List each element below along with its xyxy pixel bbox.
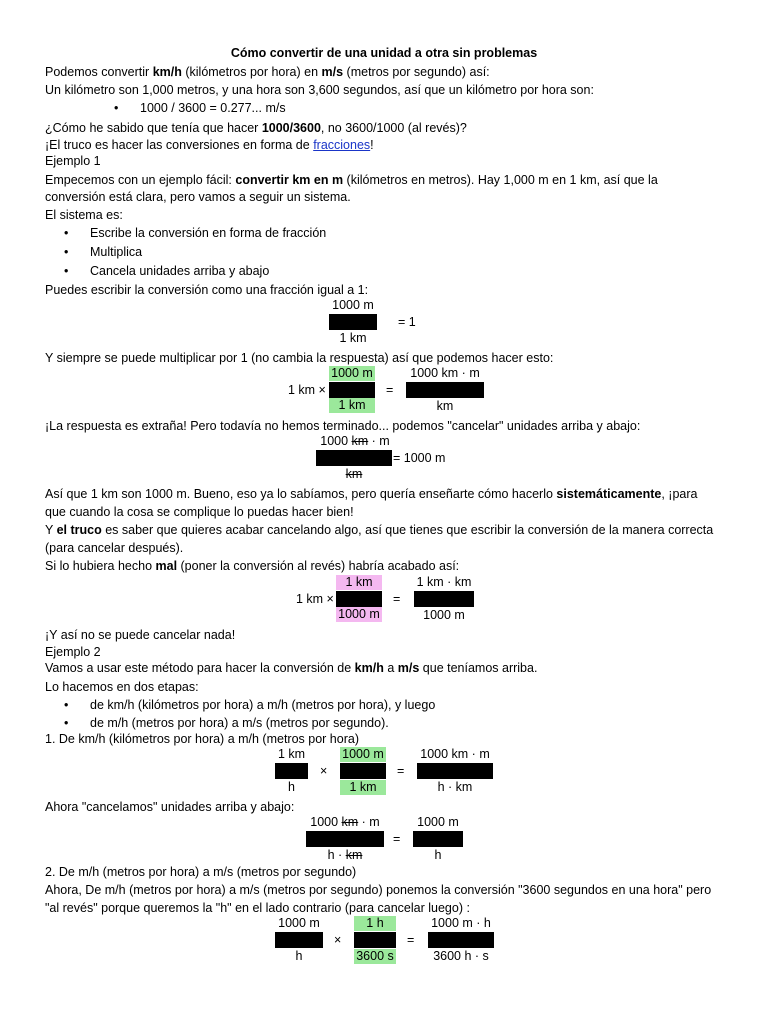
intro-line-4: ¡El truco es hacer las conversiones en forma de fracciones!	[45, 138, 374, 152]
fraction-numerator: 1000 m	[417, 815, 459, 829]
fraction-denominator: km	[345, 467, 363, 481]
fraction-numerator: 1000 m	[340, 747, 386, 762]
fraction-denominator: h	[434, 848, 442, 862]
fraction-numerator: 1000 m	[278, 916, 320, 930]
paragraph: Así que 1 km son 1000 m. Bueno, eso ya lo sabíamos, pero quería enseñarte cómo hacerlo sistemáticamente, ¡para	[45, 487, 698, 501]
fraction-denominator: km	[436, 399, 454, 413]
equation-text: ×	[320, 764, 328, 778]
fraction-denominator: 3600 h · s	[433, 949, 489, 963]
fraction-denominator: h	[295, 949, 303, 963]
fraction-bar	[354, 932, 396, 948]
fraction-numerator: 1 km	[277, 747, 306, 761]
list-item: • de m/h (metros por hora) a m/s (metros por segundo).	[64, 716, 389, 730]
fraction-numerator: 1000 km · m	[410, 366, 480, 380]
fraction-bar	[329, 382, 375, 398]
intro-line-2: Un kilómetro son 1,000 metros, y una hora son 3,600 segundos, así que un kilómetro por hora son:	[45, 83, 594, 97]
fraction-denominator: 1 km	[340, 780, 386, 795]
fraction-numerator: 1000 km · m	[320, 434, 390, 448]
paragraph: Empecemos con un ejemplo fácil: convertir km en m (kilómetros en metros). Hay 1,000 m en 1 km, así que la	[45, 173, 658, 187]
fraction-denominator: h	[288, 780, 295, 794]
paragraph: Vamos a usar este método para hacer la conversión de km/h a m/s que teníamos arriba.	[45, 661, 538, 675]
equation-text: =	[393, 592, 401, 606]
fraction-bar	[306, 831, 384, 847]
fracciones-link[interactable]: fracciones	[313, 138, 371, 152]
fraction-bar	[414, 591, 474, 607]
paragraph: "al revés" porque queremos la "h" en el lado contrario (para cancelar luego) :	[45, 901, 470, 915]
step-heading: 1. De km/h (kilómetros por hora) a m/h (metros por hora)	[45, 732, 359, 746]
fraction-bar	[329, 314, 377, 330]
equation-text: =	[407, 933, 415, 947]
equation-text: 1 km ×	[296, 592, 334, 606]
equation-text: 1 km ×	[288, 383, 326, 397]
list-item: • Escribe la conversión en forma de fracción	[64, 226, 327, 240]
fraction-denominator: h · km	[327, 848, 363, 862]
paragraph: Si lo hubiera hecho mal (poner la conversión al revés) habría acabado así:	[45, 559, 460, 573]
fraction-bar	[406, 382, 484, 398]
list-item: • 1000 / 3600 = 0.277... m/s	[114, 101, 286, 115]
paragraph: Puedes escribir la conversión como una fracción igual a 1:	[45, 283, 369, 297]
fraction-bar	[316, 450, 392, 466]
paragraph: que cuando la cosa se complique lo puedas hacer bien!	[45, 505, 354, 519]
equation-text: =	[393, 832, 401, 846]
fraction-bar	[417, 763, 493, 779]
paragraph: Y el truco es saber que quieres acabar cancelando algo, así que tienes que escribir la conversión de la manera correcta	[45, 523, 714, 537]
fraction-numerator: 1000 m	[329, 366, 375, 381]
fraction-bar	[275, 932, 323, 948]
fraction-denominator: 1 km	[329, 398, 375, 413]
fraction-bar	[413, 831, 463, 847]
section-heading-ejemplo-1: Ejemplo 1	[45, 154, 101, 168]
fraction-denominator: 1000 m	[336, 607, 382, 622]
section-heading-ejemplo-2: Ejemplo 2	[45, 645, 101, 659]
paragraph: Y siempre se puede multiplicar por 1 (no cambia la respuesta) así que podemos hacer esto:	[45, 351, 554, 365]
list-item: • Cancela unidades arriba y abajo	[64, 264, 270, 278]
paragraph: Ahora "cancelamos" unidades arriba y abajo:	[45, 800, 295, 814]
fraction-numerator: 1 h	[354, 916, 396, 931]
paragraph: Ahora, De m/h (metros por hora) a m/s (metros por segundo) ponemos la conversión "3600 segundos en una hora" pero	[45, 883, 712, 897]
paragraph: ¡Y así no se puede cancelar nada!	[45, 628, 236, 642]
fraction-numerator: 1 km · km	[416, 575, 472, 589]
list-item: • de km/h (kilómetros por hora) a m/h (metros por hora), y luego	[64, 698, 436, 712]
fraction-bar	[428, 932, 494, 948]
fraction-denominator: 1000 m	[423, 608, 465, 622]
intro-line-1: Podemos convertir km/h (kilómetros por hora) en m/s (metros por segundo) así:	[45, 65, 490, 79]
fraction-denominator: 3600 s	[354, 949, 396, 964]
equation-text: ×	[334, 933, 342, 947]
fraction-numerator: 1 km	[336, 575, 382, 590]
intro-line-3: ¿Cómo he sabido que tenía que hacer 1000/3600, no 3600/1000 (al revés)?	[45, 121, 467, 135]
equation-text: =	[397, 764, 405, 778]
fraction-denominator: h · km	[437, 780, 473, 794]
fraction-numerator: 1000 km · m	[420, 747, 490, 761]
fraction-denominator: 1 km	[339, 331, 367, 345]
fraction-numerator: 1000 m · h	[431, 916, 491, 930]
paragraph: ¡La respuesta es extraña! Pero todavía no hemos terminado... podemos "cancelar" unidades arriba y abajo:	[45, 419, 641, 433]
step-heading: 2. De m/h (metros por hora) a m/s (metros por segundo)	[45, 865, 357, 879]
list-item: • Multiplica	[64, 245, 143, 259]
equation-text: = 1	[398, 315, 416, 329]
fraction-bar	[340, 763, 386, 779]
equation-text: =	[386, 383, 394, 397]
equation-text: = 1000 m	[393, 451, 446, 465]
paragraph: conversión está clara, pero vamos a seguir un sistema.	[45, 190, 351, 204]
fraction-bar	[275, 763, 308, 779]
fraction-numerator: 1000 km · m	[310, 815, 380, 829]
paragraph: El sistema es:	[45, 208, 123, 222]
fraction-numerator: 1000 m	[332, 298, 374, 312]
fraction-bar	[336, 591, 382, 607]
paragraph: Lo hacemos en dos etapas:	[45, 680, 199, 694]
paragraph: (para cancelar después).	[45, 541, 184, 555]
document-title: Cómo convertir de una unidad a otra sin problemas	[230, 46, 538, 60]
